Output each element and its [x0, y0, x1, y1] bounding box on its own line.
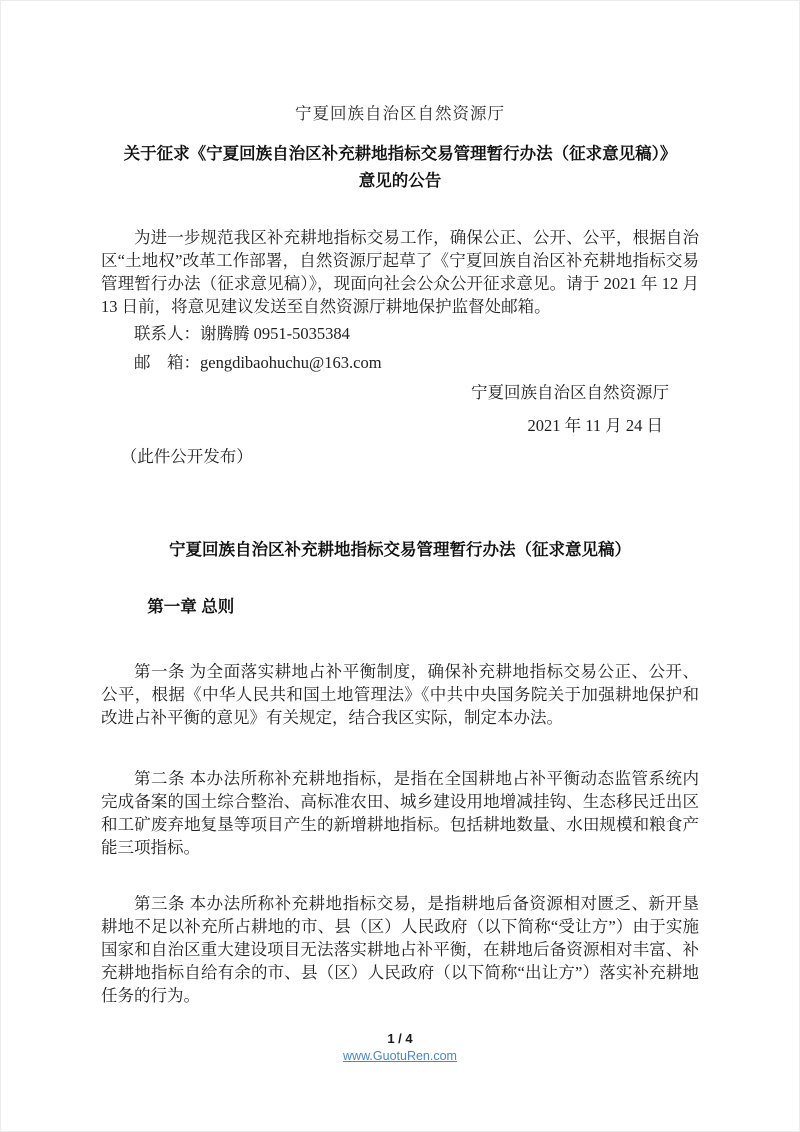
release-note: （此件公开发布） — [120, 447, 253, 466]
footer-website-link[interactable]: www.GuotuRen.com — [343, 1049, 457, 1063]
notice-title-line-2: 意见的公告 — [358, 172, 442, 190]
article-3-paragraph: 第三条 本办法所称补充耕地指标交易，是指耕地后备资源相对匮乏、新开垦耕地不足以补充所占耕地的市、县（区）人民政府（以下简称“受让方”）由于实施国家和自治区重大建设项目无法落实耕地占补平衡，在耕地后备资源相对丰富、补充耕地指标自给有余的市、县（区）人民政府（以下简称“出让方”）落实补充耕地任务的行为。 — [101, 894, 699, 1005]
chapter-1-heading: 第一章 总则 — [147, 598, 235, 616]
notice-title-line-1: 关于征求《宁夏回族自治区补充耕地指标交易管理暂行办法（征求意见稿）》 — [123, 145, 677, 163]
notice-title — [101, 141, 699, 195]
issuing-org-header: 宁夏回族自治区自然资源厅 — [295, 104, 505, 123]
contact-person-line: 联系人：谢腾腾 0951-5035384 — [134, 324, 350, 343]
contact-email-line: 邮 箱：gengdibaohuchu@163.com — [134, 353, 382, 372]
signature-date: 2021 年 11 月 24 日 — [527, 416, 663, 435]
article-1-paragraph: 第一条 为全面落实耕地占补平衡制度，确保补充耕地指标交易公正、公开、公平，根据《中华人民共和国土地管理法》《中共中央国务院关于加强耕地保护和改进占补平衡的意见》有关规定，结合我区实际，制定本办法。 — [101, 662, 699, 727]
article-2-paragraph: 第二条 本办法所称补充耕地指标，是指在全国耕地占补平衡动态监管系统内完成备案的国土综合整治、高标准农田、城乡建设用地增减挂钩、生态移民迁出区和工矿废弃地复垦等项目产生的新增耕地指标。包括耕地数量、水田规模和粮食产能三项指标。 — [101, 769, 699, 857]
page-footer — [1, 1030, 799, 1065]
notice-body-paragraph: 为进一步规范我区补充耕地指标交易工作，确保公正、公开、公平，根据自治区“土地权”改革工作部署，自然资源厅起草了《宁夏回族自治区补充耕地指标交易管理暂行办法（征求意见稿）》，现面向社会公众公开征求意见。请于 2021 年 12 月 13 日前，将意见建议发送至自然资源厅耕地保护监督处邮箱。 — [101, 228, 699, 316]
signature-org: 宁夏回族自治区自然资源厅 — [471, 383, 669, 402]
page-number: 1 / 4 — [387, 1031, 413, 1046]
measures-title: 宁夏回族自治区补充耕地指标交易管理暂行办法（征求意见稿） — [169, 541, 631, 559]
